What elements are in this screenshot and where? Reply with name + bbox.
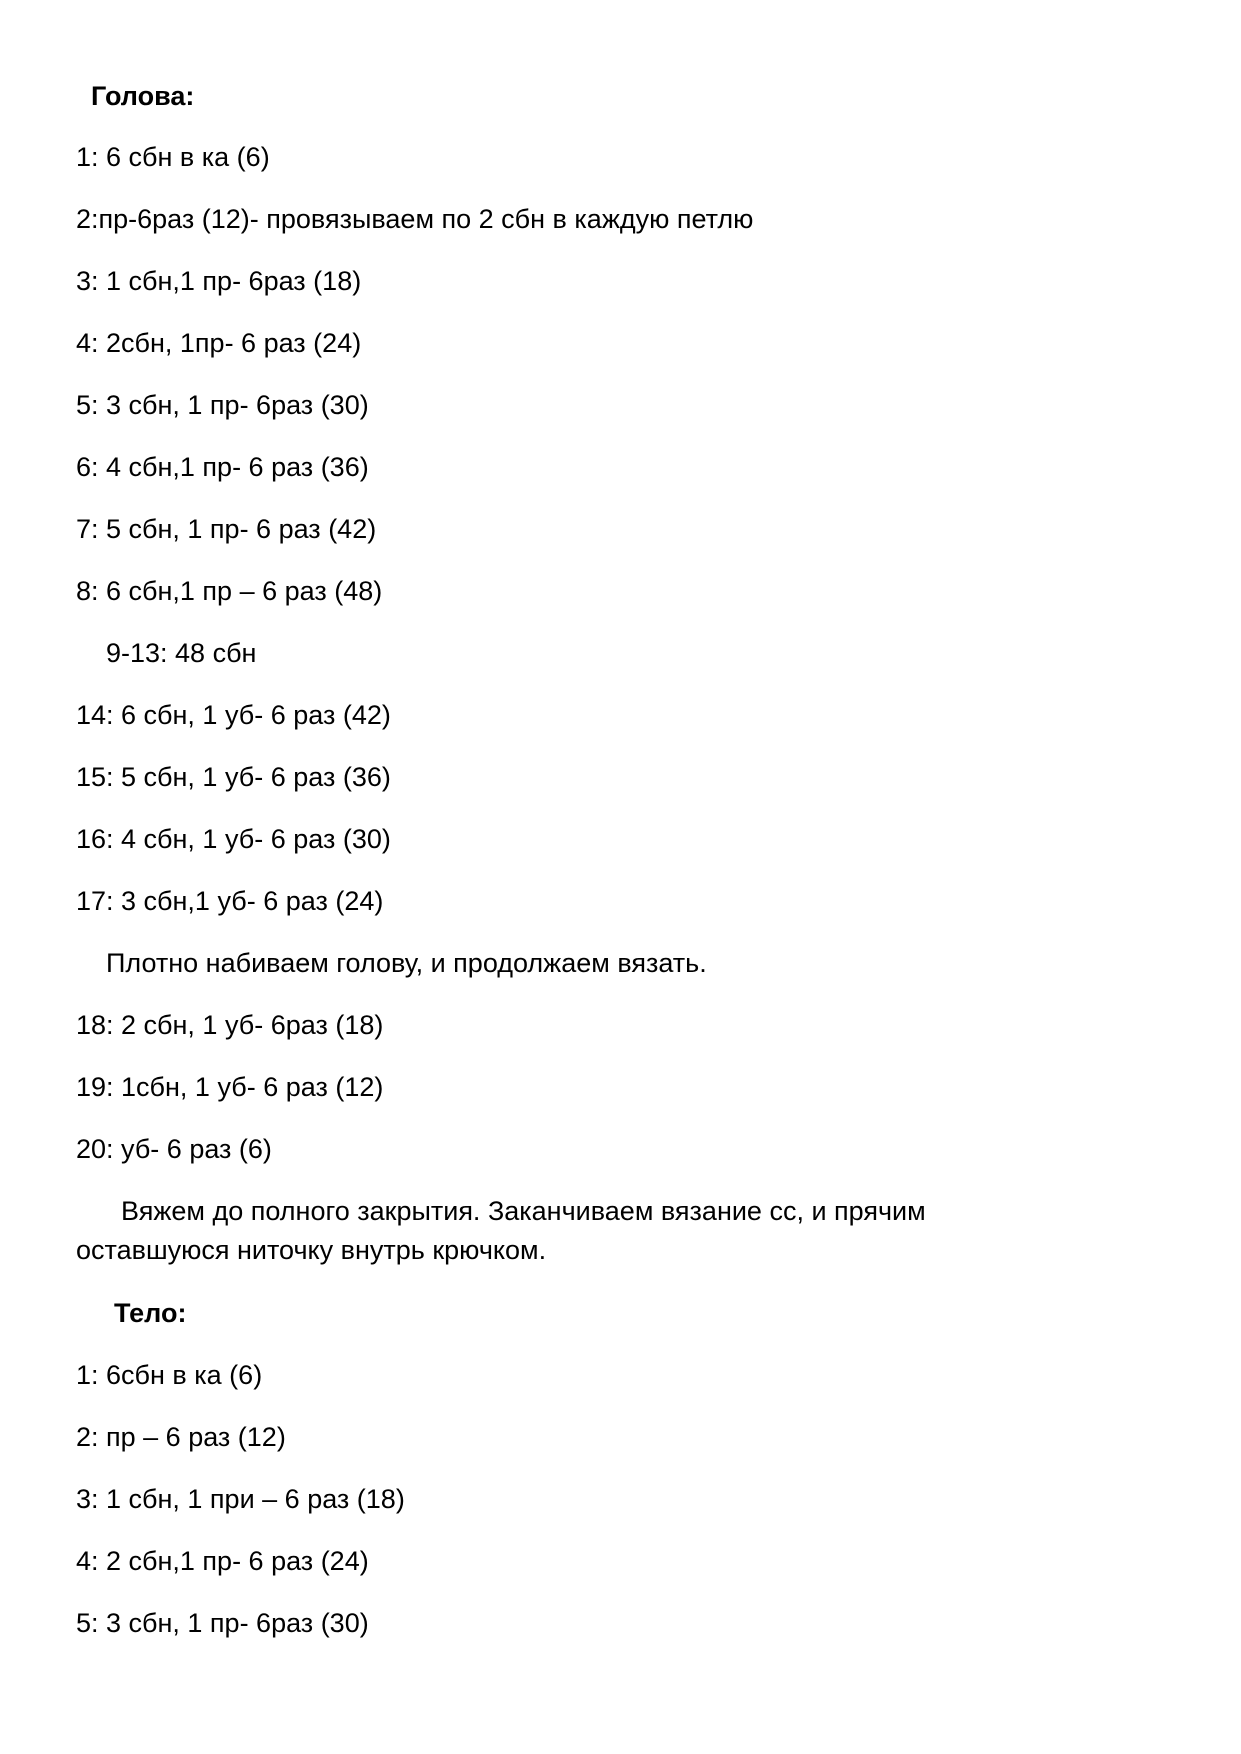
pattern-row: 20: уб- 6 раз (6) — [76, 1134, 272, 1164]
pattern-row: 7: 5 сбн, 1 пр- 6 раз (42) — [76, 514, 377, 544]
pattern-row: 5: 3 сбн, 1 пр- 6раз (30) — [76, 1608, 369, 1638]
pattern-row: 16: 4 сбн, 1 уб- 6 раз (30) — [76, 824, 391, 854]
section-title-body: Тело: — [114, 1298, 187, 1328]
pattern-row: 15: 5 сбн, 1 уб- 6 раз (36) — [76, 762, 391, 792]
pattern-row: 6: 4 сбн,1 пр- 6 раз (36) — [76, 452, 369, 482]
pattern-row: 19: 1сбн, 1 уб- 6 раз (12) — [76, 1072, 384, 1102]
closing-note-line-2: оставшуюся ниточку внутрь крючком. — [76, 1235, 547, 1265]
pattern-row: 18: 2 сбн, 1 уб- 6раз (18) — [76, 1010, 384, 1040]
pattern-row: 4: 2 сбн,1 пр- 6 раз (24) — [76, 1546, 369, 1576]
closing-note-line-1: Вяжем до полного закрытия. Заканчиваем вязание сс, и прячим — [121, 1196, 926, 1226]
stuffing-note: Плотно набиваем голову, и продолжаем вязать. — [106, 948, 707, 978]
pattern-row: 3: 1 сбн,1 пр- 6раз (18) — [76, 266, 362, 296]
pattern-row: 1: 6 сбн в ка (6) — [76, 142, 270, 172]
pattern-row: 1: 6сбн в ка (6) — [76, 1360, 263, 1390]
pattern-row: 3: 1 сбн, 1 при – 6 раз (18) — [76, 1484, 405, 1514]
section-title-head: Голова: — [91, 81, 195, 111]
pattern-row: 4: 2сбн, 1пр- 6 раз (24) — [76, 328, 362, 358]
pattern-row: 5: 3 сбн, 1 пр- 6раз (30) — [76, 390, 369, 420]
pattern-row: 8: 6 сбн,1 пр – 6 раз (48) — [76, 576, 383, 606]
pattern-row: 2:пр-6раз (12)- провязываем по 2 сбн в каждую петлю — [76, 204, 754, 234]
pattern-row: 14: 6 сбн, 1 уб- 6 раз (42) — [76, 700, 391, 730]
pattern-row: 17: 3 сбн,1 уб- 6 раз (24) — [76, 886, 384, 916]
pattern-row: 2: пр – 6 раз (12) — [76, 1422, 286, 1452]
pattern-row: 9-13: 48 сбн — [106, 638, 257, 668]
